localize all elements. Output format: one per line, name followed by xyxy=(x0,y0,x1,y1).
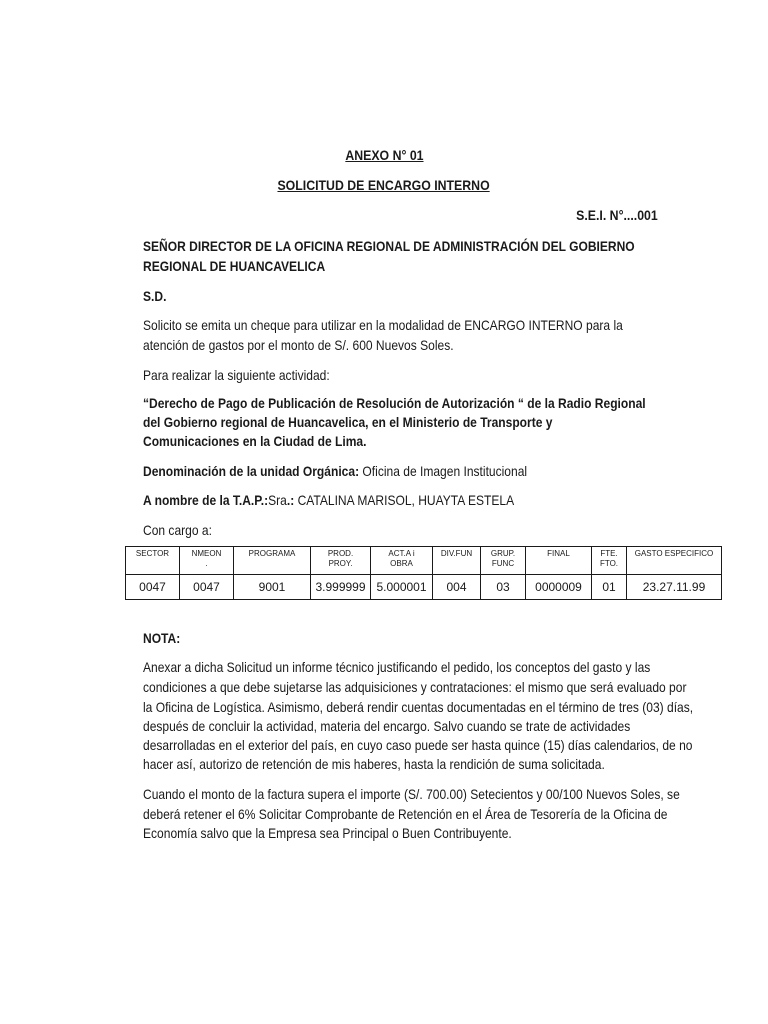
col-programa: PROGRAMA xyxy=(234,547,311,575)
request-title-text: SOLICITUD DE ENCARGO INTERNO xyxy=(277,177,491,193)
col-sector: SECTOR xyxy=(126,547,180,575)
tap-colon: .: xyxy=(286,492,295,508)
activity-intro: Para realizar la siguiente actividad: xyxy=(143,367,330,383)
cell-prod-proy: 3.999999 xyxy=(311,575,371,600)
request-line-1: Solicito se emita un cheque para utilizar en la modalidad de ENCARGO INTERNO para la xyxy=(143,317,623,333)
cell-final: 0000009 xyxy=(526,575,592,600)
note-p1-line-4: después de concluir la actividad, materia del encargo. Salvo cuando se trate de actividades xyxy=(143,718,631,734)
col-grup-func: GRUP. FUNC xyxy=(481,547,526,575)
col-final: FINAL xyxy=(526,547,592,575)
unit-label: Denominación de la unidad Orgánica: xyxy=(143,463,360,479)
sei-number-text: S.E.I. N°....001 xyxy=(576,207,658,223)
request-title xyxy=(0,177,768,193)
col-nmeon: NMEON . xyxy=(180,547,234,575)
cell-sector: 0047 xyxy=(126,575,180,600)
note-p2-line-3: Economía salvo que la Empresa sea Principal o Buen Contribuyente. xyxy=(143,825,512,841)
activity-line-1: “Derecho de Pago de Publicación de Resolución de Autorización “ de la Radio Regional xyxy=(143,395,646,411)
cell-gasto-especifico: 23.27.11.99 xyxy=(627,575,722,600)
activity-line-3: Comunicaciones en la Ciudad de Lima. xyxy=(143,433,367,449)
cell-programa: 9001 xyxy=(234,575,311,600)
tap-value: CATALINA MARISOL, HUAYTA ESTELA xyxy=(294,492,515,508)
note-p2-line-2: deberá retener el 6% Solicitar Comprobante de Retención en el Área de Tesorería de la Oficina de xyxy=(143,806,668,822)
col-prod-proy: PROD. PROY. xyxy=(311,547,371,575)
note-p1-line-3: la Oficina de Logística. Asimismo, deberá rendir cuentas documentadas en el término de tres (03) días, xyxy=(143,699,694,715)
col-gasto-especifico: GASTO ESPECIFICO xyxy=(627,547,722,575)
sd-salutation: S.D. xyxy=(143,288,167,304)
cell-fte-fto: 01 xyxy=(592,575,627,600)
cell-act-obra: 5.000001 xyxy=(371,575,433,600)
col-div-fun: DIV.FUN xyxy=(433,547,481,575)
col-act-obra: ACT.A i OBRA xyxy=(371,547,433,575)
charge-label: Con cargo a: xyxy=(143,522,212,538)
note-p1-line-1: Anexar a dicha Solicitud un informe técnico justificando el pedido, los conceptos del gasto y las xyxy=(143,659,651,675)
tap-prefix: Sra xyxy=(268,492,287,508)
unit-line xyxy=(143,461,527,481)
unit-value: Oficina de Imagen Institucional xyxy=(359,463,528,479)
cell-div-fun: 004 xyxy=(433,575,481,600)
note-p1-line-6: hacer así, autorizo de retención de mis haberes, hasta la rendición de suma solicitada. xyxy=(143,756,605,772)
sei-number xyxy=(565,207,658,223)
cell-grup-func: 03 xyxy=(481,575,526,600)
table-row xyxy=(126,575,722,600)
budget-header-row xyxy=(126,547,722,575)
budget-table xyxy=(125,546,722,600)
tap-label: A nombre de la T.A.P.: xyxy=(143,492,269,508)
request-line-2: atención de gastos por el monto de S/. 600 Nuevos Soles. xyxy=(143,337,454,353)
note-p1-line-2: condiciones a que debe sujetarse las adquisiciones y contrataciones: el mismo que será evaluado por xyxy=(143,679,687,695)
addressee-line-1: SEÑOR DIRECTOR DE LA OFICINA REGIONAL DE ADMINISTRACIÓN DEL GOBIERNO xyxy=(143,238,635,254)
col-fte-fto: FTE. FTO. xyxy=(592,547,627,575)
annex-title xyxy=(0,147,768,163)
note-p2-line-1: Cuando el monto de la factura supera el importe (S/. 700.00) Setecientos y 00/100 Nuevos Soles, se xyxy=(143,786,680,802)
addressee-line-2: REGIONAL DE HUANCAVELICA xyxy=(143,258,326,274)
annex-title-text: ANEXO N° 01 xyxy=(344,147,424,163)
tap-line xyxy=(143,490,514,510)
note-p1-line-5: desarrolladas en el exterior del país, en cuyo caso puede ser hasta quince (15) días calendarios, de no xyxy=(143,737,693,753)
activity-line-2: del Gobierno regional de Huancavelica, en el Ministerio de Transporte y xyxy=(143,414,553,430)
cell-nmeon: 0047 xyxy=(180,575,234,600)
note-title: NOTA: xyxy=(143,630,181,646)
